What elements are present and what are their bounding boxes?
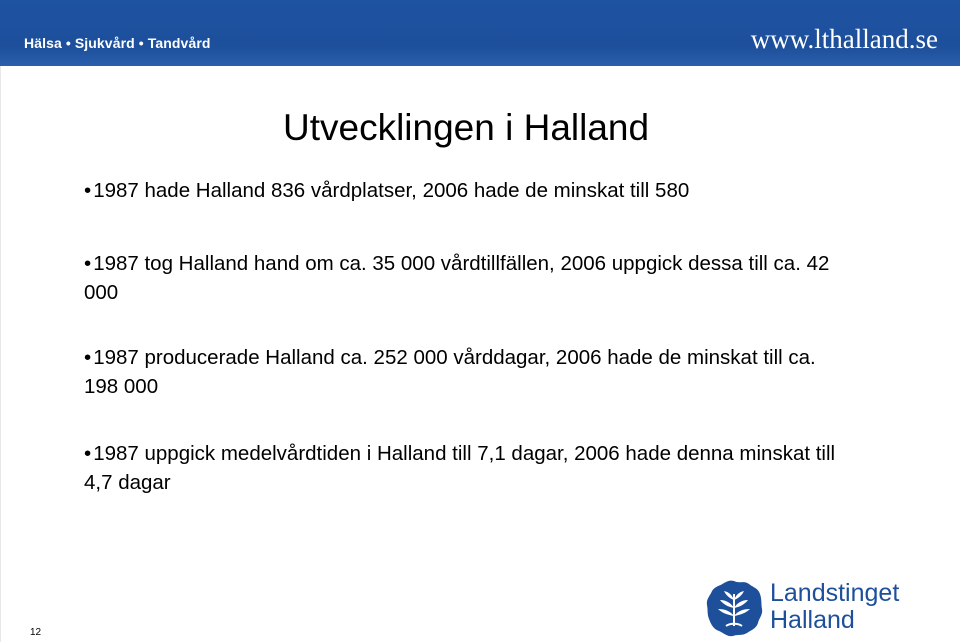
bullet-marker: • [84,442,92,465]
landstinget-halland-logo [704,578,924,638]
logo-line-2: Halland [770,606,855,634]
bullet-marker: • [84,252,92,275]
bullet-text: 1987 tog Halland hand om ca. 35 000 vårdtillfällen, 2006 uppgick dessa till ca. 42 000 [84,252,830,304]
bullet-item [84,343,854,401]
bullet-text: 1987 uppgick medelvårdtiden i Halland till 7,1 dagar, 2006 hade denna minskat till 4,7 dagar [84,442,836,494]
website-link[interactable]: www.lthalland.se [750,24,938,54]
bullet-item [84,439,854,497]
bullet-marker: • [84,179,92,202]
bullet-item [84,176,854,205]
bullet-item [84,249,854,307]
bullet-marker: • [84,346,92,369]
bullet-text: 1987 hade Halland 836 vårdplatser, 2006 hade de minskat till 580 [93,179,690,202]
page-number: 12 [30,627,42,638]
header-bar [0,0,960,66]
header-tagline: Hälsa • Sjukvård • Tandvård [24,35,211,51]
logo-line-1: Landstinget [770,579,900,607]
logo-wordmark [770,580,899,634]
landstinget-halland-emblem-icon [704,578,764,638]
bullet-text: 1987 producerade Halland ca. 252 000 vårddagar, 2006 hade de minskat till ca. 198 000 [84,346,816,398]
left-divider [0,66,1,642]
slide-title: Utvecklingen i Halland [283,107,650,148]
